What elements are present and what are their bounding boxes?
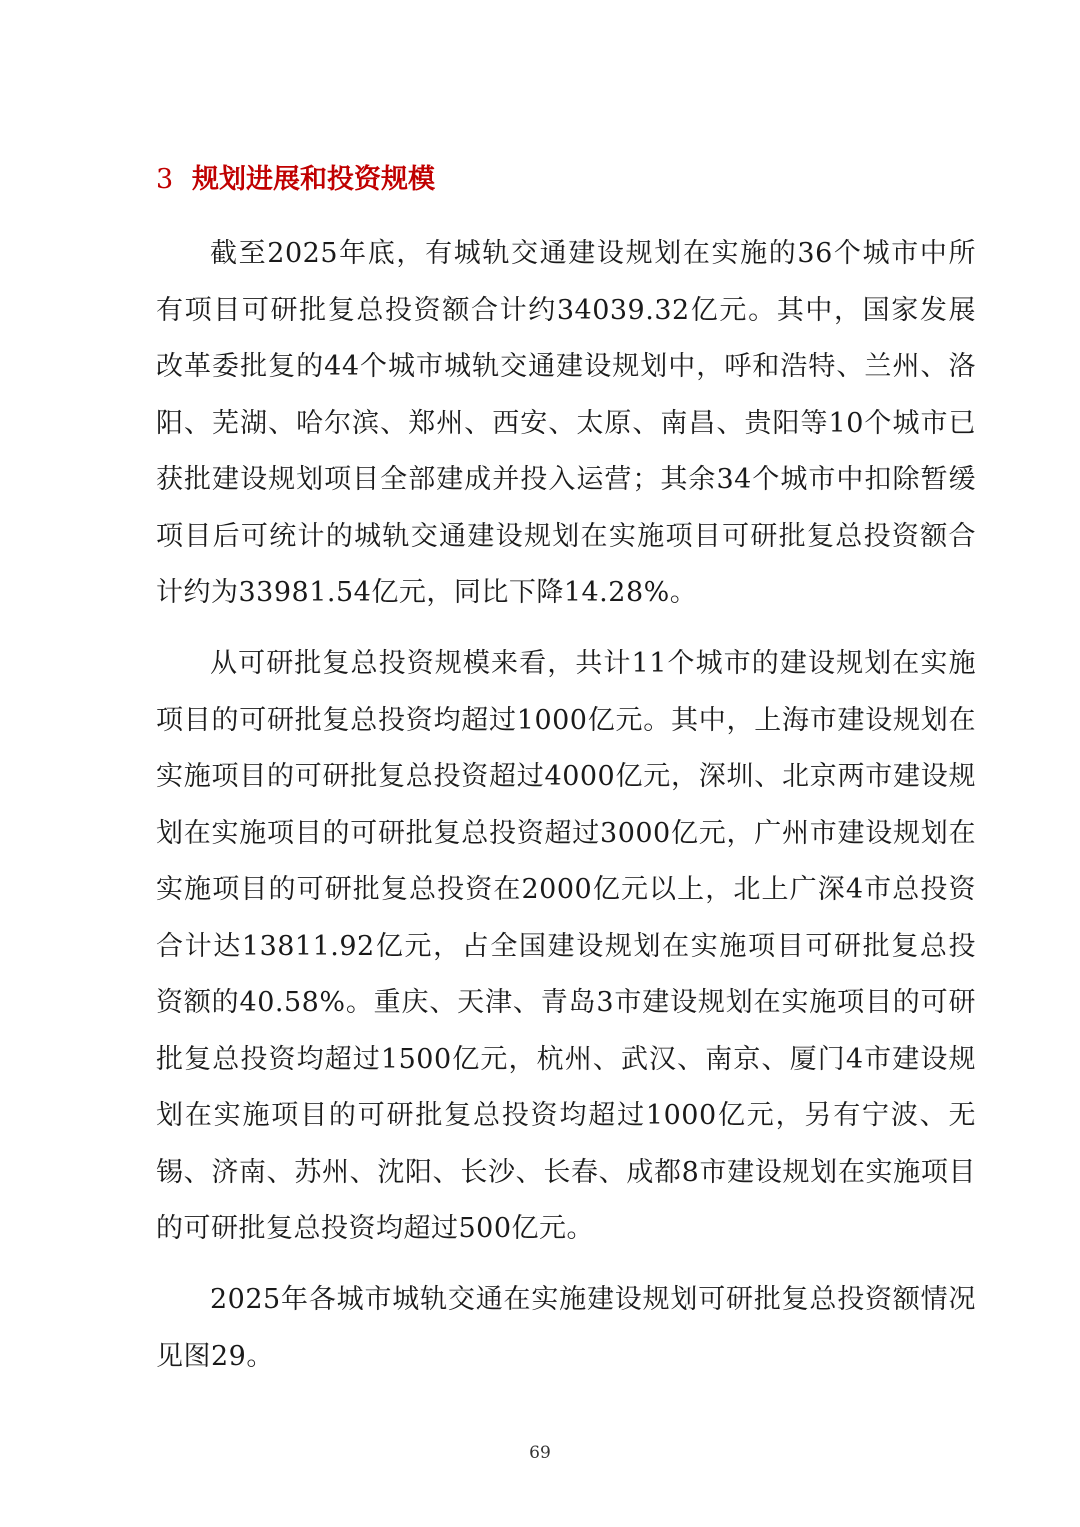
body-paragraph: 2025年各城市城轨交通在实施建设规划可研批复总投资额情况见图29。 — [156, 1284, 976, 1372]
body-paragraph: 从可研批复总投资规模来看，共计11个城市的建设规划在实施项目的可研批复总投资均超过1000亿元。其中，上海市建设规划在实施项目的可研批复总投资超过4000亿元，深圳、北京两市建设规划在实施项目的可研批复总投资超过3000亿元，广州市建设规划在实施项目的可研批复总投资在2000亿元以上，北上广深4市总投资合计达13811.92亿元，占全国建设规划在实施项目可研批复总投资额的40.58%。重庆、天津、青岛3市建设规划在实施项目的可研批复总投资均超过1500亿元，杭州、武汉、南京、厦门4市建设规划在实施项目的可研批复总投资均超过1000亿元，另有宁波、无锡、济南、苏州、沈阳、长沙、长春、成都8市建设规划在实施项目的可研批复总投资均超过500亿元。 — [156, 648, 976, 1244]
section-heading — [156, 160, 976, 200]
page-number: 69 — [529, 1443, 551, 1463]
body-paragraph: 截至2025年底，有城轨交通建设规划在实施的36个城市中所有项目可研批复总投资额合计约34039.32亿元。其中，国家发展改革委批复的44个城市城轨交通建设规划中，呼和浩特、兰州、洛阳、芜湖、哈尔滨、郑州、西安、太原、南昌、贵阳等10个城市已获批建设规划项目全部建成并投入运营；其余34个城市中扣除暂缓项目后可统计的城轨交通建设规划在实施项目可研批复总投资额合计约为33981.54亿元，同比下降14.28%。 — [156, 238, 976, 608]
section-title: 规划进展和投资规模 — [192, 164, 435, 195]
section-number: 3 — [156, 164, 174, 195]
